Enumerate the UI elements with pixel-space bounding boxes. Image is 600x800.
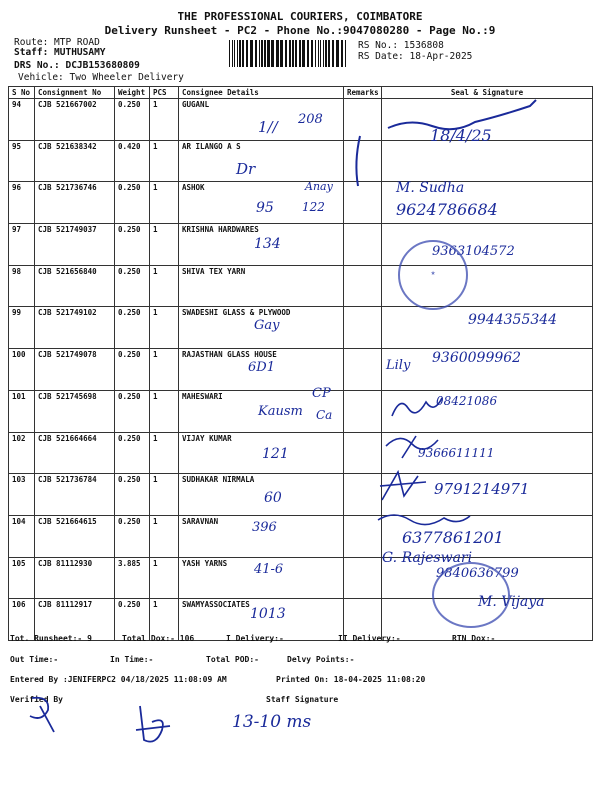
handwriting: 121: [262, 446, 289, 462]
total-runsheet: Tot. Runsheet:- 9: [10, 634, 92, 643]
barcode-bar: [315, 40, 316, 67]
delivery-points: Delvy Points:-: [287, 655, 355, 664]
cell-weight: 0.420: [115, 140, 150, 182]
cell-pcs: 1: [150, 515, 179, 557]
cell-remarks: [344, 265, 382, 307]
col-pcs: PCS: [150, 87, 179, 99]
cell-consignee: YASH YARNS: [179, 557, 344, 599]
cell-consignee: SUDHAKAR NIRMALA: [179, 474, 344, 516]
cell-weight: 0.250: [115, 599, 150, 641]
handwriting: Dr: [236, 160, 256, 178]
barcode-bar: [237, 40, 238, 67]
table-row: [9, 265, 593, 307]
col-seal-signature: Seal & Signature: [382, 87, 593, 99]
route: Route: MTP ROAD: [14, 37, 100, 48]
cell-pcs: 1: [150, 599, 179, 641]
cell-consignment-no: CJB 521638342: [35, 140, 115, 182]
col-sno: S No: [9, 87, 35, 99]
signature-scribble: [374, 466, 434, 506]
barcode-bar: [261, 40, 263, 67]
cell-pcs: 1: [150, 432, 179, 474]
handwriting: M. Sudha: [396, 180, 465, 196]
barcode: [228, 40, 348, 67]
cell-consignment-no: CJB 81112917: [35, 599, 115, 641]
barcode-bar: [318, 40, 319, 67]
handwriting: 9791214971: [434, 480, 530, 498]
cell-consignee: SWADESHI GLASS & PLYWOOD: [179, 307, 344, 349]
cell-consignee: KRISHNA HARDWARES: [179, 224, 344, 266]
handwriting: 9624786684: [396, 200, 498, 219]
cell-sno: 101: [9, 390, 35, 432]
barcode-bar: [255, 40, 257, 67]
cell-consignee: SARAVNAN: [179, 515, 344, 557]
cell-sno: 103: [9, 474, 35, 516]
verifier-signature: [20, 692, 70, 736]
barcode-bar: [264, 40, 266, 67]
barcode-bar: [325, 40, 327, 67]
barcode-bar: [276, 40, 279, 67]
cell-weight: 0.250: [115, 474, 150, 516]
barcode-bar: [341, 40, 343, 67]
cell-pcs: 1: [150, 265, 179, 307]
handwriting: M. Vijaya: [478, 594, 545, 610]
cell-weight: 0.250: [115, 99, 150, 141]
table-row: [9, 140, 593, 182]
barcode-bar: [289, 40, 291, 67]
handwriting: 1//: [258, 118, 278, 136]
ii-delivery: II Delivery:-: [338, 634, 401, 643]
handwriting: G. Rajeswari: [382, 550, 473, 566]
barcode-bar: [345, 40, 346, 67]
barcode-bar: [232, 40, 233, 67]
cell-consignee: SWAMYASSOCIATES: [179, 599, 344, 641]
cell-consignee: GUGANL: [179, 99, 344, 141]
barcode-bar: [239, 40, 241, 67]
cell-sno: 95: [9, 140, 35, 182]
handwriting: 9366611111: [418, 446, 495, 460]
cell-consignee: RAJASTHAN GLASS HOUSE: [179, 349, 344, 391]
cell-consignee: AR ILANGO A S: [179, 140, 344, 182]
col-consignment: Consignment No: [35, 87, 115, 99]
cell-weight: 0.250: [115, 307, 150, 349]
cell-remarks: [344, 557, 382, 599]
handwriting: 134: [254, 236, 281, 252]
handwriting: Gay: [254, 318, 280, 333]
handwriting: 9360099962: [432, 350, 522, 366]
entered-by: Entered By :JENIFERPC2 04/18/2025 11:08:09 AM: [10, 675, 227, 684]
cell-pcs: 1: [150, 349, 179, 391]
handwriting: Lily: [386, 358, 411, 373]
barcode-bar: [323, 40, 324, 67]
handwriting: 60: [264, 490, 282, 506]
staff-signature: [126, 700, 176, 750]
cell-pcs: 1: [150, 99, 179, 141]
cell-sno: 105: [9, 557, 35, 599]
barcode-bar: [292, 40, 294, 67]
handwriting: Kausm: [258, 404, 303, 419]
cell-sno: 96: [9, 182, 35, 224]
cell-pcs: 1: [150, 307, 179, 349]
barcode-bar: [242, 40, 244, 67]
vehicle: Vehicle: Two Wheeler Delivery: [18, 72, 184, 83]
i-delivery: I Delivery:-: [226, 634, 284, 643]
staff: Staff: MUTHUSAMY: [14, 47, 106, 58]
handwriting: 396: [252, 520, 277, 535]
col-weight: Weight: [115, 87, 150, 99]
cell-consignment-no: CJB 521736784: [35, 474, 115, 516]
cell-consignee: ASHOK: [179, 182, 344, 224]
handwriting: CP: [312, 386, 331, 401]
cell-consignment-no: CJB 521749037: [35, 224, 115, 266]
barcode-bar: [267, 40, 270, 67]
table-row: [9, 432, 593, 474]
cell-signature: [382, 140, 593, 182]
handwriting: 08421086: [436, 394, 498, 408]
rs-date: RS Date: 18-Apr-2025: [358, 51, 473, 62]
cell-consignment-no: CJB 521664615: [35, 515, 115, 557]
cell-pcs: 1: [150, 557, 179, 599]
barcode-bar: [285, 40, 287, 67]
cell-sno: 102: [9, 432, 35, 474]
table-row: [9, 515, 593, 557]
barcode-bar: [336, 40, 339, 67]
barcode-bar: [246, 40, 248, 67]
runsheet-title: Delivery Runsheet - PC2 - Phone No.:9047080280 - Page No.:9: [104, 24, 496, 37]
cell-remarks: [344, 224, 382, 266]
out-time: Out Time:-: [10, 655, 59, 664]
cell-consignee: MAHESWARI: [179, 390, 344, 432]
cell-weight: 0.250: [115, 265, 150, 307]
cell-sno: 98: [9, 265, 35, 307]
barcode-bar: [302, 40, 305, 67]
barcode-bar: [299, 40, 301, 67]
cell-consignment-no: CJB 521749102: [35, 307, 115, 349]
handwriting: 9840636799: [436, 566, 519, 581]
handwriting: Anay: [305, 180, 333, 193]
remark-tick: [348, 132, 372, 192]
cell-remarks: [344, 349, 382, 391]
cell-consignment-no: CJB 521664664: [35, 432, 115, 474]
cell-consignee: SHIVA TEX YARN: [179, 265, 344, 307]
handwriting: 41-6: [254, 562, 284, 577]
handwriting: 122: [302, 200, 325, 214]
cell-consignment-no: CJB 521656840: [35, 265, 115, 307]
printed-on: Printed On: 18-04-2025 11:08:20: [276, 675, 426, 684]
total-pod: Total POD:-: [206, 655, 259, 664]
cell-consignment-no: CJB 521667002: [35, 99, 115, 141]
cell-consignee: VIJAY KUMAR: [179, 432, 344, 474]
barcode-bar: [311, 40, 313, 67]
cell-pcs: 1: [150, 390, 179, 432]
handwriting: 6D1: [248, 360, 275, 375]
cell-pcs: 1: [150, 140, 179, 182]
handwriting: Ca: [316, 408, 333, 422]
cell-weight: 0.250: [115, 390, 150, 432]
barcode-bar: [320, 40, 321, 67]
cell-remarks: [344, 390, 382, 432]
cell-weight: 0.250: [115, 515, 150, 557]
cell-weight: 0.250: [115, 182, 150, 224]
handwriting: 95: [256, 200, 274, 216]
barcode-bar: [229, 40, 230, 67]
rs-number: RS No.: 1536808: [358, 40, 444, 51]
table-row: [9, 182, 593, 224]
cell-consignment-no: CJB 521745698: [35, 390, 115, 432]
col-consignee: Consignee Details: [179, 87, 344, 99]
barcode-bar: [234, 40, 235, 67]
handwriting: 9944355344: [468, 312, 558, 328]
cell-weight: 0.250: [115, 224, 150, 266]
cell-consignment-no: CJB 81112930: [35, 557, 115, 599]
barcode-bar: [271, 40, 274, 67]
cell-weight: 3.885: [115, 557, 150, 599]
company-title: THE PROFESSIONAL COURIERS, COIMBATORE: [177, 10, 423, 23]
cell-sno: 97: [9, 224, 35, 266]
signature-time: 13-10 ms: [232, 712, 312, 732]
in-time: In Time:-: [110, 655, 154, 664]
handwriting: 1013: [250, 606, 286, 622]
staff-signature-label: Staff Signature: [266, 695, 339, 704]
handwriting: 6377861201: [402, 528, 504, 547]
cell-consignment-no: CJB 521736746: [35, 182, 115, 224]
cell-weight: 0.250: [115, 432, 150, 474]
cell-sno: 104: [9, 515, 35, 557]
barcode-bar: [307, 40, 309, 67]
rtn-dox: RTN Dox:-: [452, 634, 496, 643]
cell-consignment-no: CJB 521749078: [35, 349, 115, 391]
handwriting: 18/4/25: [430, 126, 492, 145]
verified-by: Verified By: [10, 695, 63, 704]
cell-sno: 100: [9, 349, 35, 391]
cell-weight: 0.250: [115, 349, 150, 391]
handwriting: 9363104572: [432, 244, 515, 259]
barcode-bar: [295, 40, 297, 67]
total-dox: Total Dox:- 106: [122, 634, 195, 643]
cell-sno: 94: [9, 99, 35, 141]
barcode-bar: [280, 40, 283, 67]
company-seal: ★: [398, 240, 468, 310]
handwriting: 208: [298, 112, 323, 127]
barcode-bar: [328, 40, 330, 67]
barcode-bar: [332, 40, 334, 67]
cell-pcs: 1: [150, 182, 179, 224]
cell-pcs: 1: [150, 474, 179, 516]
drs-number: DRS No.: DCJB153680809: [14, 60, 140, 71]
cell-sno: 99: [9, 307, 35, 349]
col-remarks: Remarks: [344, 87, 382, 99]
cell-remarks: [344, 307, 382, 349]
cell-sno: 106: [9, 599, 35, 641]
cell-pcs: 1: [150, 224, 179, 266]
barcode-bar: [250, 40, 253, 67]
barcode-bar: [259, 40, 260, 67]
